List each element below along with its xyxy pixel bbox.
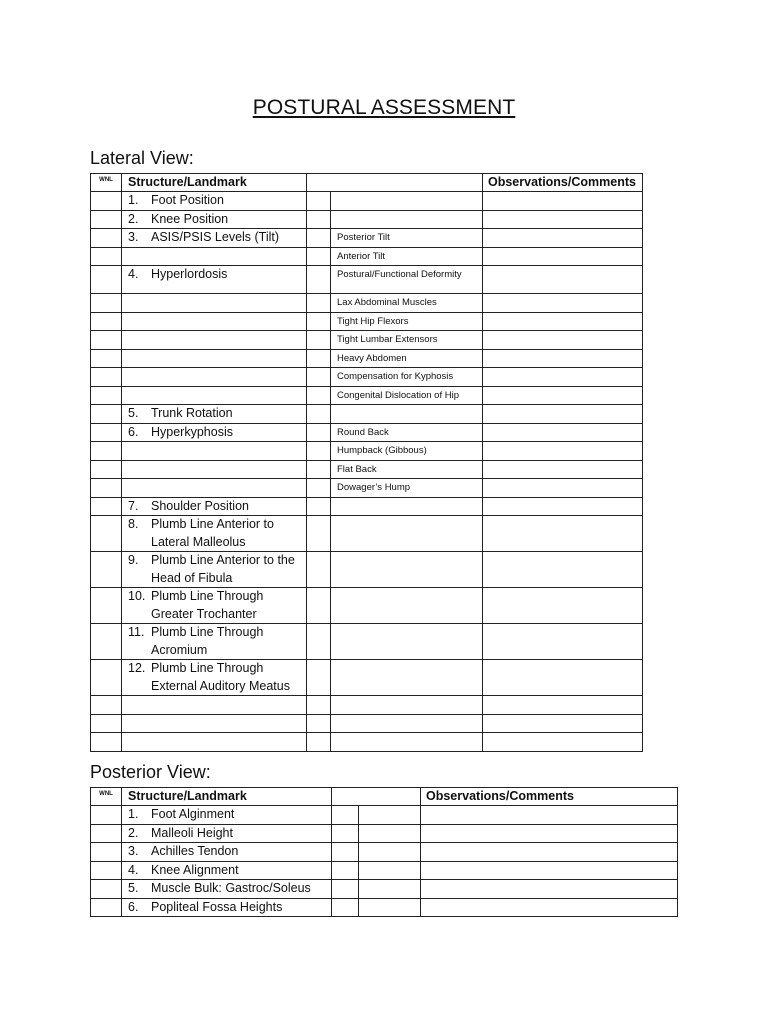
wnl-checkbox-cell[interactable]: [91, 516, 122, 552]
item-number: 9.: [128, 553, 139, 567]
item-label: Plumb Line Through External Auditory Meatus: [151, 661, 290, 693]
structure-cell: [122, 861, 332, 880]
header-blank-cell: [307, 174, 483, 192]
item-label: Plumb Line Anterior to the Head of Fibula: [151, 553, 295, 585]
sub-condition-cell: Compensation for Kyphosis: [331, 368, 483, 387]
wnl-checkbox-cell[interactable]: [91, 861, 122, 880]
structure-cell: [122, 898, 332, 917]
structure-cell: [122, 824, 332, 843]
lateral-view-table: [90, 173, 643, 752]
sub-condition-cell: [331, 714, 483, 733]
table-row: [91, 386, 643, 405]
sub-condition-cell: [331, 660, 483, 696]
wnl-checkbox-cell[interactable]: [91, 824, 122, 843]
right-mark-cell[interactable]: [359, 806, 421, 825]
mark-cell[interactable]: [307, 229, 331, 248]
observation-cell[interactable]: [483, 229, 643, 248]
structure-cell: [122, 733, 307, 752]
structure-cell: [122, 210, 307, 229]
wnl-checkbox-cell[interactable]: [91, 442, 122, 461]
item-number: 11.: [128, 625, 145, 639]
structure-cell: [122, 247, 307, 266]
wnl-checkbox-cell[interactable]: [91, 405, 122, 424]
item-label: ASIS/PSIS Levels (Tilt): [151, 230, 280, 244]
wnl-checkbox-cell[interactable]: [91, 229, 122, 248]
table-row: [91, 247, 643, 266]
left-mark-cell[interactable]: [332, 824, 359, 843]
observation-cell[interactable]: [483, 714, 643, 733]
sub-condition-cell: [331, 192, 483, 211]
table-row: [91, 368, 643, 387]
wnl-checkbox-cell[interactable]: [91, 898, 122, 917]
table-row: [91, 331, 643, 350]
structure-cell: [122, 714, 307, 733]
wnl-checkbox-cell[interactable]: [91, 331, 122, 350]
mark-cell[interactable]: [307, 442, 331, 461]
table-row: [91, 460, 643, 479]
sub-condition-cell: Round Back: [331, 423, 483, 442]
lateral-header-row: [91, 174, 643, 192]
sub-condition-cell: Postural/Functional Deformity: [331, 266, 483, 294]
observations-column-header: Observations/Comments: [483, 174, 643, 192]
structure-cell: [122, 229, 307, 248]
observation-cell[interactable]: [483, 247, 643, 266]
mark-cell[interactable]: [307, 368, 331, 387]
observation-cell[interactable]: [483, 368, 643, 387]
table-row: [91, 442, 643, 461]
mark-cell[interactable]: [307, 660, 331, 696]
item-number: 4.: [128, 862, 139, 877]
item-label: Achilles Tendon: [151, 844, 239, 858]
wnl-checkbox-cell[interactable]: [91, 696, 122, 715]
structure-cell: [122, 294, 307, 313]
observation-cell[interactable]: [483, 479, 643, 498]
mark-cell[interactable]: [307, 294, 331, 313]
item-number: 10.: [128, 589, 146, 603]
mark-cell[interactable]: [307, 405, 331, 424]
left-mark-cell[interactable]: [332, 843, 359, 862]
item-label: Plumb Line Through Acromium: [151, 625, 264, 657]
wnl-checkbox-cell[interactable]: [91, 460, 122, 479]
table-row: [91, 229, 643, 248]
table-row: [91, 192, 643, 211]
observation-cell[interactable]: [483, 423, 643, 442]
table-row: [91, 861, 678, 880]
structure-cell: [122, 660, 307, 696]
posterior-view-heading: Posterior View:: [90, 762, 211, 782]
sub-condition-cell: Tight Lumbar Extensors: [331, 331, 483, 350]
observation-cell[interactable]: [483, 349, 643, 368]
wnl-checkbox-cell[interactable]: [91, 843, 122, 862]
observations-column-header: Observations/Comments: [421, 788, 678, 806]
structure-column-header: Structure/Landmark: [122, 788, 332, 806]
item-number: 12.: [128, 661, 146, 675]
observation-cell[interactable]: [483, 733, 643, 752]
sub-condition-cell: [331, 516, 483, 552]
wnl-checkbox-cell[interactable]: [91, 192, 122, 211]
table-row: [91, 497, 643, 516]
item-number: 6.: [128, 424, 139, 439]
table-row: [91, 405, 643, 424]
mark-cell[interactable]: [307, 624, 331, 660]
item-number: 1.: [128, 807, 139, 821]
item-number: 5.: [128, 881, 139, 895]
structure-cell: [122, 442, 307, 461]
item-number: 1.: [128, 193, 139, 207]
table-row: [91, 843, 678, 862]
observation-cell[interactable]: [483, 210, 643, 229]
item-number: 6.: [128, 899, 139, 914]
item-number: 3.: [128, 230, 139, 244]
item-number: 2.: [128, 211, 139, 226]
right-mark-cell[interactable]: [359, 880, 421, 899]
posterior-header-row: [91, 788, 678, 806]
table-row: [91, 312, 643, 331]
left-mark-cell[interactable]: [332, 806, 359, 825]
table-row: [91, 423, 643, 442]
item-label: Muscle Bulk: Gastroc/Soleus: [151, 881, 311, 895]
observation-cell[interactable]: [421, 861, 678, 880]
wnl-checkbox-cell[interactable]: [91, 312, 122, 331]
table-row: [91, 660, 643, 696]
item-label: Knee Alignment: [151, 862, 239, 877]
structure-cell: [122, 516, 307, 552]
mark-cell[interactable]: [307, 349, 331, 368]
structure-cell: [122, 423, 307, 442]
structure-cell: [122, 405, 307, 424]
mark-cell[interactable]: [307, 312, 331, 331]
sub-condition-cell: [331, 497, 483, 516]
structure-cell: [122, 192, 307, 211]
item-label: Popliteal Fossa Heights: [151, 899, 283, 914]
sub-condition-cell: Tight Hip Flexors: [331, 312, 483, 331]
observation-cell[interactable]: [421, 898, 678, 917]
observation-cell[interactable]: [483, 386, 643, 405]
sub-condition-cell: [331, 624, 483, 660]
table-row: [91, 294, 643, 313]
lateral-view-heading: Lateral View:: [90, 148, 194, 168]
wnl-checkbox-cell[interactable]: [91, 806, 122, 825]
observation-cell[interactable]: [483, 588, 643, 624]
observation-cell[interactable]: [483, 192, 643, 211]
structure-cell: [122, 497, 307, 516]
table-row: [91, 696, 643, 715]
item-label: Foot Alginment: [151, 807, 235, 821]
structure-cell: [122, 624, 307, 660]
observation-cell[interactable]: [483, 696, 643, 715]
page-title: POSTURAL ASSESSMENT: [252, 96, 516, 119]
item-label: Knee Position: [151, 211, 229, 226]
sub-condition-cell: Congenital Dislocation of Hip: [331, 386, 483, 405]
table-row: [91, 898, 678, 917]
mark-cell[interactable]: [307, 247, 331, 266]
wnl-column-header: WNL: [91, 788, 122, 806]
mark-cell[interactable]: [307, 460, 331, 479]
structure-cell: [122, 349, 307, 368]
structure-cell: [122, 386, 307, 405]
sub-condition-cell: [331, 588, 483, 624]
sub-condition-cell: [331, 552, 483, 588]
wnl-checkbox-cell[interactable]: [91, 714, 122, 733]
left-mark-cell[interactable]: [332, 880, 359, 899]
sub-condition-cell: Dowager’s Hump: [331, 479, 483, 498]
table-row: [91, 479, 643, 498]
wnl-checkbox-cell[interactable]: [91, 210, 122, 229]
wnl-checkbox-cell[interactable]: [91, 479, 122, 498]
item-number: 7.: [128, 498, 139, 513]
wnl-checkbox-cell[interactable]: [91, 368, 122, 387]
item-label: Plumb Line Anterior to Lateral Malleolus: [151, 517, 274, 549]
table-row: [91, 349, 643, 368]
observation-cell[interactable]: [483, 266, 643, 294]
wnl-checkbox-cell[interactable]: [91, 386, 122, 405]
sub-condition-cell: [331, 210, 483, 229]
observation-cell[interactable]: [483, 624, 643, 660]
table-row: [91, 552, 643, 588]
mark-cell[interactable]: [307, 714, 331, 733]
right-mark-cell[interactable]: [359, 824, 421, 843]
observation-cell[interactable]: [483, 331, 643, 350]
mark-cell[interactable]: [307, 386, 331, 405]
observation-cell[interactable]: [421, 806, 678, 825]
table-row: [91, 210, 643, 229]
header-blank-cell: [332, 788, 421, 806]
wnl-checkbox-cell[interactable]: [91, 423, 122, 442]
mark-cell[interactable]: [307, 266, 331, 294]
wnl-checkbox-cell[interactable]: [91, 497, 122, 516]
wnl-checkbox-cell[interactable]: [91, 294, 122, 313]
sub-condition-cell: Flat Back: [331, 460, 483, 479]
structure-cell: [122, 331, 307, 350]
item-number: 4.: [128, 267, 139, 281]
observation-cell[interactable]: [421, 824, 678, 843]
sub-condition-cell: Lax Abdominal Muscles: [331, 294, 483, 313]
structure-cell: [122, 696, 307, 715]
structure-column-header: Structure/Landmark: [122, 174, 307, 192]
table-row: [91, 624, 643, 660]
sub-condition-cell: [331, 405, 483, 424]
mark-cell[interactable]: [307, 497, 331, 516]
mark-cell[interactable]: [307, 552, 331, 588]
wnl-checkbox-cell[interactable]: [91, 588, 122, 624]
table-row: [91, 824, 678, 843]
right-mark-cell[interactable]: [359, 861, 421, 880]
sub-condition-cell: Anterior Tilt: [331, 247, 483, 266]
item-label: Malleoli Height: [151, 825, 233, 840]
item-label: Plumb Line Through Greater Trochanter: [151, 589, 264, 621]
mark-cell[interactable]: [307, 588, 331, 624]
wnl-column-header: WNL: [91, 174, 122, 192]
wnl-checkbox-cell[interactable]: [91, 660, 122, 696]
item-label: Trunk Rotation: [151, 406, 233, 420]
structure-cell: [122, 460, 307, 479]
mark-cell[interactable]: [307, 423, 331, 442]
wnl-checkbox-cell[interactable]: [91, 349, 122, 368]
left-mark-cell[interactable]: [332, 898, 359, 917]
structure-cell: [122, 806, 332, 825]
structure-cell: [122, 552, 307, 588]
structure-cell: [122, 312, 307, 331]
mark-cell[interactable]: [307, 516, 331, 552]
posterior-view-table: [90, 787, 678, 917]
structure-cell: [122, 479, 307, 498]
observation-cell[interactable]: [483, 405, 643, 424]
item-label: Shoulder Position: [151, 498, 249, 513]
sub-condition-cell: Heavy Abdomen: [331, 349, 483, 368]
wnl-checkbox-cell[interactable]: [91, 624, 122, 660]
wnl-checkbox-cell[interactable]: [91, 733, 122, 752]
sub-condition-cell: [331, 733, 483, 752]
item-label: Hyperlordosis: [151, 267, 228, 281]
observation-cell[interactable]: [483, 497, 643, 516]
structure-cell: [122, 588, 307, 624]
table-row: [91, 733, 643, 752]
item-label: Hyperkyphosis: [151, 424, 233, 439]
sub-condition-cell: Humpback (Gibbous): [331, 442, 483, 461]
mark-cell[interactable]: [307, 210, 331, 229]
item-number: 8.: [128, 517, 139, 531]
wnl-checkbox-cell[interactable]: [91, 552, 122, 588]
sub-condition-cell: Posterior Tilt: [331, 229, 483, 248]
structure-cell: [122, 266, 307, 294]
mark-cell[interactable]: [307, 479, 331, 498]
item-number: 5.: [128, 406, 139, 420]
structure-cell: [122, 368, 307, 387]
wnl-checkbox-cell[interactable]: [91, 880, 122, 899]
structure-cell: [122, 843, 332, 862]
wnl-checkbox-cell[interactable]: [91, 247, 122, 266]
observation-cell[interactable]: [483, 312, 643, 331]
structure-cell: [122, 880, 332, 899]
mark-cell[interactable]: [307, 192, 331, 211]
observation-cell[interactable]: [483, 294, 643, 313]
wnl-checkbox-cell[interactable]: [91, 266, 122, 294]
item-label: Foot Position: [151, 193, 224, 207]
mark-cell[interactable]: [307, 733, 331, 752]
table-row: [91, 588, 643, 624]
table-row: [91, 714, 643, 733]
table-row: [91, 516, 643, 552]
table-row: [91, 266, 643, 294]
observation-cell[interactable]: [483, 442, 643, 461]
item-number: 2.: [128, 825, 139, 840]
mark-cell[interactable]: [307, 331, 331, 350]
mark-cell[interactable]: [307, 696, 331, 715]
table-row: [91, 880, 678, 899]
observation-cell[interactable]: [421, 880, 678, 899]
sub-condition-cell: [331, 696, 483, 715]
left-mark-cell[interactable]: [332, 861, 359, 880]
table-row: [91, 806, 678, 825]
observation-cell[interactable]: [421, 843, 678, 862]
observation-cell[interactable]: [483, 516, 643, 552]
right-mark-cell[interactable]: [359, 898, 421, 917]
observation-cell[interactable]: [483, 552, 643, 588]
observation-cell[interactable]: [483, 660, 643, 696]
item-number: 3.: [128, 844, 139, 858]
observation-cell[interactable]: [483, 460, 643, 479]
right-mark-cell[interactable]: [359, 843, 421, 862]
